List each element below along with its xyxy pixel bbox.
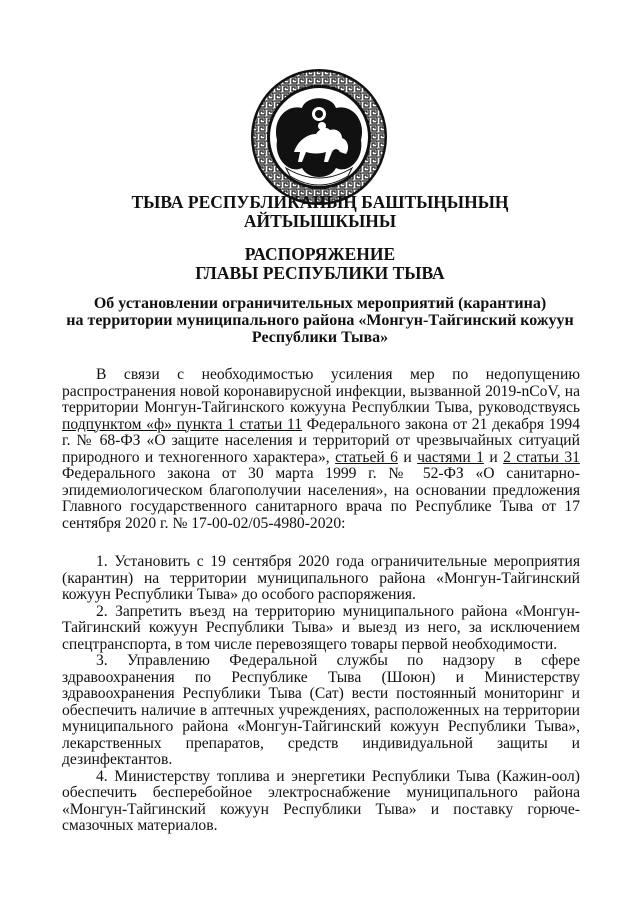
authority-title-tuvan: [60, 193, 580, 231]
preamble-text-3: и: [397, 448, 418, 466]
title-line-1: Об установлении ограничительных мероприятий (карантина): [93, 295, 547, 312]
law-reference-link-2[interactable]: статьей 6: [335, 448, 398, 466]
document-title: [60, 295, 580, 346]
order-item-2: 2. Запретить въезд на территорию муниципального района «Монгун-Тайгинский кожуун Республики Тыва» и выезд из него, за исключением спецтранспорта, в том числе перевозящего товары первой необходимости.: [62, 602, 580, 653]
order-item-3: 3. Управлению Федеральной службы по надзору в сфере здравоохранения по Республике Тыва (Шоюн) и Министерству здравоохранения Республики Тыва (Сат) вести постоянный мониторинг и обеспечить наличие в аптечных учреждениях, расположенных на территории муниципального района «Монгун-Тайгинский кожуун Республики Тыва», лекарственных препаратов, средств индивидуальной защиты и дезинфектантов.: [62, 652, 580, 768]
law-reference-link-1[interactable]: подпунктом «ф» пункта 1 статьи 11: [62, 415, 303, 433]
law-reference-link-3[interactable]: частями 1: [417, 448, 484, 466]
header-line-1: ТЫВА РЕСПУБЛИКАНЫҢ БАШТЫҢЫНЫҢ: [131, 192, 509, 212]
document-type-heading: [60, 245, 580, 283]
header-line-2: АЙТЫЫШКЫНЫ: [243, 211, 397, 231]
preamble-paragraph: [62, 367, 580, 532]
order-item-4: 4. Министерству топлива и энергетики Республики Тыва (Кажин-оол) обеспечить бесперебойное электроснабжение муниципального района «Монгун-Тайгинский кожуун Республики Тыва» и поставку горюче-смазочных материалов.: [62, 767, 580, 834]
preamble-text-4: и: [483, 448, 504, 466]
coat-of-arms-emblem: [250, 68, 388, 206]
preamble-text-1: В связи с необходимостью усиления мер по недопущению распространения новой коронавирусной инфекции, вызванной 2019-nCoV, на территории Монгун-Тайгинского кожууна Республкии Тыва, руководствуясь: [62, 366, 580, 416]
order-item-1: 1. Установить с 19 сентября 2020 года ограничительные мероприятия (карантин) на территории муниципального района «Монгун-Тайгинский кожуун Республики Тыва» до особого распоряжения.: [62, 553, 580, 603]
title-line-2: на территории муниципального района «Монгун-Тайгинский кожуун: [66, 312, 574, 329]
preamble-text-5: Федерального закона от 30 марта 1999 г. № 52-ФЗ «О санитарно-эпидемиологическом благополучии населения», на основании предложения Главного государственного санитарного врача по Республике Тыва от 17 сентября 2020 г. № 17-00-02/05-4980-2020:: [62, 465, 580, 532]
header-line-3: РАСПОРЯЖЕНИЕ: [244, 244, 396, 264]
law-reference-link-4[interactable]: 2 статьи 31: [503, 448, 580, 466]
preamble-text-2: Федерального закона от 21 декабря 1994 г. № 68-ФЗ «О защите населения и территорий от чрезвычайных ситуаций природного и техногенного характера»,: [62, 415, 580, 466]
document-body: [62, 367, 580, 835]
title-line-3: Республики Тыва»: [251, 329, 389, 346]
header-line-4: ГЛАВЫ РЕСПУБЛИКИ ТЫВА: [195, 263, 445, 283]
